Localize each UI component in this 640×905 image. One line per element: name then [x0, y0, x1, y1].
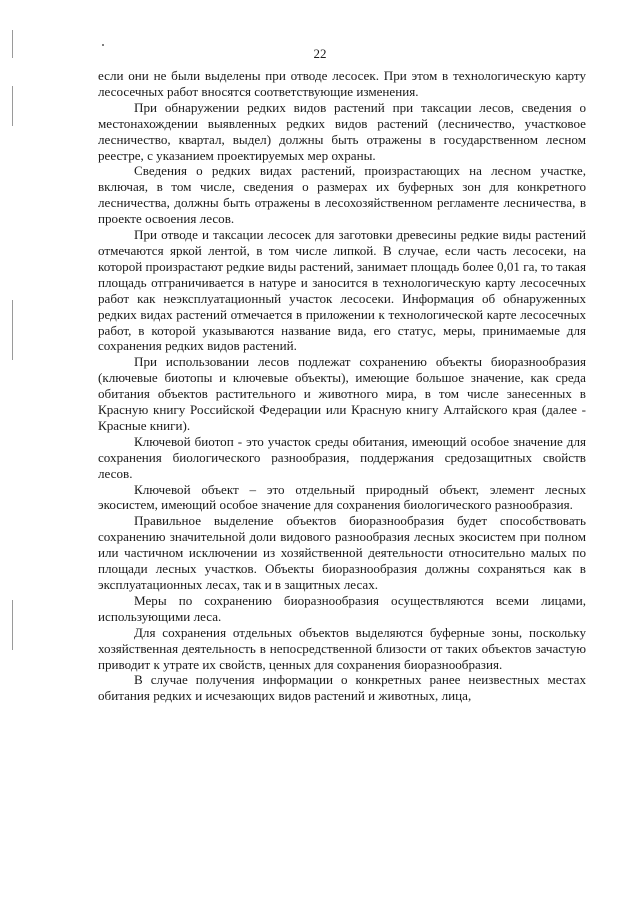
paragraph: Ключевой биотоп - это участок среды обитания, имеющий особое значение для сохранения биологического разнообразия, поддержания средозащитных свойств лесов. [98, 433, 586, 481]
page-number: 22 [313, 46, 327, 61]
paragraph: Меры по сохранению биоразнообразия осуществляются всеми лицами, использующими леса. [98, 592, 586, 624]
body-text [98, 68, 586, 704]
paragraph: В случае получения информации о конкретных ранее неизвестных местах обитания редких и исчезающих видов растений и животных, лица, [98, 672, 586, 704]
paragraph: Сведения о редких видах растений, произрастающих на лесном участке, включая, в том числе, сведения о размерах их буферных зон для конкретного лесничества, должны быть отражены в лесохозяйственном регламенте лесничества, в проекте освоения лесов. [98, 163, 586, 227]
scan-edge-mark [12, 600, 13, 650]
scan-edge-mark [12, 86, 13, 126]
paragraph: Для сохранения отдельных объектов выделяются буферные зоны, поскольку хозяйственная деятельность в непосредственной близости от таких объектов зачастую приводит к утрате их свойств, ценных для сохранения биоразнообразия. [98, 624, 586, 672]
paragraph: При использовании лесов подлежат сохранению объекты биоразнообразия (ключевые биотопы и ключевые объекты), имеющие большое значение, как среда обитания объектов растительного и животного мира, в том числе занесенных в Красную книгу Российской Федерации или Красную книгу Алтайского края (далее - Красные книги). [98, 354, 586, 433]
paragraph: Правильное выделение объектов биоразнообразия будет способствовать сохранению значительной доли видового разнообразия лесных экосистем при полном или частичном исключении из хозяйственной деятельности относительно малых по площади лесных участков. Объекты биоразнообразия должны сохраняться как в эксплуатационных лесах, так и в защитных лесах. [98, 513, 586, 592]
paragraph: При отводе и таксации лесосек для заготовки древесины редкие виды растений отмечаются яркой лентой, в том числе липкой. В случае, если часть лесосеки, на которой произрастают редкие виды растений, занимает площадь более 0,01 га, то такая площадь отграничивается в натуре и заносится в технологическую карту лесосечных работ как неэксплуатационный участок лесосеки. Информация об обнаруженных редких видах растений отмечается в приложении к технологической карте лесосечных работ, в которой указываются название вида, его статус, меры, принимаемые для сохранения редких видов растений. [98, 227, 586, 354]
paragraph: При обнаружении редких видов растений при таксации лесов, сведения о местонахождении выявленных редких видов растений (лесничество, участковое лесничество, квартал, выдел) должны быть отражены в государственном лесном реестре, с указанием проектируемых мер охраны. [98, 99, 586, 163]
paragraph: Ключевой объект – это отдельный природный объект, элемент лесных экосистем, имеющий особое значение для сохранения биологического разнообразия. [98, 481, 586, 513]
scan-edge-mark [12, 300, 13, 360]
paragraph: если они не были выделены при отводе лесосек. При этом в технологическую карту лесосечных работ вносятся соответствующие изменения. [98, 68, 586, 99]
